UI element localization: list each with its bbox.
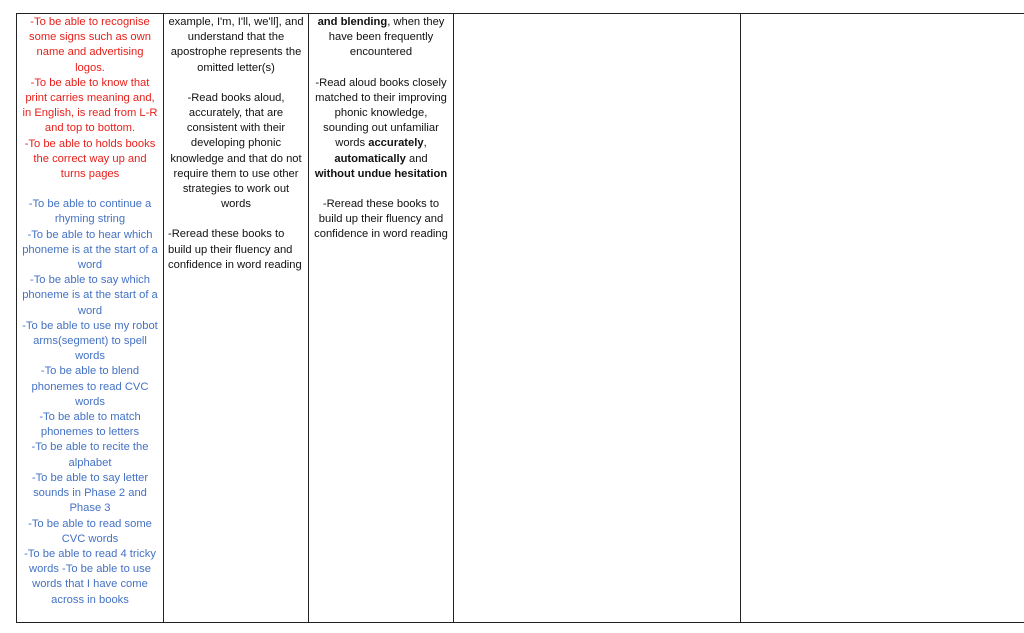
spacer	[313, 182, 449, 197]
paragraph-reread: -Reread these books to build up their fluency and confidence in word reading	[168, 228, 302, 271]
objective-item: -To be able to recognise some signs such as own name and advertising logos.	[29, 16, 151, 74]
column-empty-1	[454, 14, 741, 623]
objective-item: -To be able to hear which phoneme is at the start of a word	[22, 228, 158, 272]
bold-text: automatically	[334, 152, 406, 165]
paragraph-read-aloud	[313, 76, 449, 182]
spacer	[21, 182, 159, 197]
spacer	[313, 61, 449, 76]
objective-item: -To be able to use my robot arms(segment) to spell words	[22, 319, 158, 363]
paragraph-blending	[313, 15, 449, 61]
objective-item: -To be able to holds books the correct way up and turns pages	[24, 137, 156, 181]
bold-text: accurately	[368, 137, 424, 150]
objective-item: -To be able to continue a rhyming string	[28, 198, 152, 226]
objective-item: -To be able to say which phoneme is at the start of a word	[22, 274, 158, 317]
bold-text: without undue hesitation	[314, 167, 448, 180]
curriculum-table	[16, 13, 1024, 623]
paragraph-reread: -Reread these books to build up their fluency and confidence in word reading	[314, 198, 448, 241]
objective-item: -To be able to recite the alphabet	[31, 441, 149, 469]
bold-text: and blending	[317, 16, 388, 28]
objective-item: -To be able to match phonemes to letters	[39, 411, 141, 439]
column-year-objectives	[164, 14, 309, 623]
objective-item: -To be able to know that print carries meaning and, in English, is read from L-R and top to bottom.	[22, 76, 158, 135]
column-early-reading-objectives	[17, 14, 164, 623]
objective-item: -To be able to read 4 tricky words -To be able to use words that I have come across in books	[24, 547, 156, 606]
objective-item: -To be able to say letter sounds in Phase 2 and Phase 3	[31, 471, 149, 515]
body-text: , when they have been frequently encountered	[328, 16, 445, 59]
paragraph-apostrophe: example, I'm, I'll, we'll], and understand that the apostrophe represents the omitted letter(s)	[168, 16, 304, 74]
body-text: and	[405, 152, 428, 165]
body-text: ,	[423, 137, 427, 150]
objective-item: -To be able to read some CVC words	[28, 517, 152, 545]
objective-item: -To be able to blend phonemes to read CVC words	[31, 365, 149, 408]
table-row	[17, 14, 1024, 623]
paragraph-read-aloud: -Read books aloud, accurately, that are consistent with their developing phonic knowledge and that do not require them to use other strategies to work out words	[170, 91, 302, 211]
body-text: -Read aloud books closely matched to their improving phonic knowledge, sounding out unfamiliar words	[315, 76, 447, 150]
spacer	[168, 212, 304, 227]
spacer	[168, 76, 304, 91]
column-empty-2	[741, 14, 1024, 623]
column-next-year-objectives	[309, 14, 454, 623]
